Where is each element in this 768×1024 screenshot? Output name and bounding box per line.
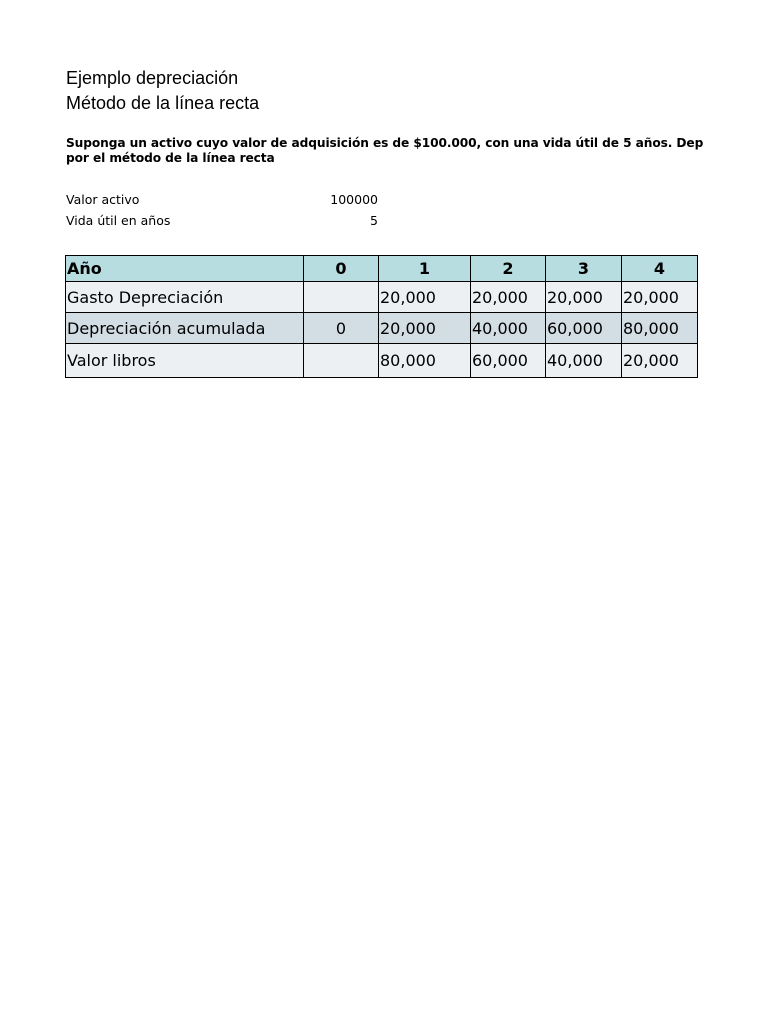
table-cell — [304, 282, 379, 313]
table-cell: 60,000 — [546, 313, 622, 344]
table-row-depreciacion-acumulada — [66, 313, 698, 344]
table-cell: 0 — [304, 313, 379, 344]
row-label: Depreciación acumulada — [66, 313, 304, 344]
problem-statement-line-2: por el método de la línea recta — [66, 151, 275, 165]
table-cell: 20,000 — [622, 344, 698, 378]
table-cell: 20,000 — [379, 282, 471, 313]
header-year-4: 4 — [622, 256, 698, 282]
asset-value: 100000 — [330, 192, 378, 207]
table-cell: 20,000 — [471, 282, 546, 313]
table-row-gasto-depreciacion — [66, 282, 698, 313]
asset-value-label: Valor activo — [66, 192, 140, 207]
header-year: Año — [66, 256, 304, 282]
table-cell: 60,000 — [471, 344, 546, 378]
table-cell: 80,000 — [379, 344, 471, 378]
useful-life-label: Vida útil en años — [66, 213, 171, 228]
table-cell: 40,000 — [546, 344, 622, 378]
table-row-valor-libros — [66, 344, 698, 378]
row-label: Valor libros — [66, 344, 304, 378]
table-cell — [304, 344, 379, 378]
table-header-row — [66, 256, 698, 282]
table-cell: 20,000 — [546, 282, 622, 313]
useful-life-value: 5 — [370, 213, 378, 228]
table-cell: 80,000 — [622, 313, 698, 344]
depreciation-table — [65, 255, 698, 378]
table-cell: 20,000 — [379, 313, 471, 344]
header-year-3: 3 — [546, 256, 622, 282]
table-cell: 20,000 — [622, 282, 698, 313]
document-title: Ejemplo depreciación — [66, 68, 239, 88]
table-cell: 40,000 — [471, 313, 546, 344]
header-year-0: 0 — [304, 256, 379, 282]
row-label: Gasto Depreciación — [66, 282, 304, 313]
problem-statement-line-1: Suponga un activo cuyo valor de adquisición es de $100.000, con una vida útil de 5 años. Dep — [66, 136, 704, 150]
document-subtitle: Método de la línea recta — [66, 93, 260, 113]
header-year-2: 2 — [471, 256, 546, 282]
header-year-1: 1 — [379, 256, 471, 282]
